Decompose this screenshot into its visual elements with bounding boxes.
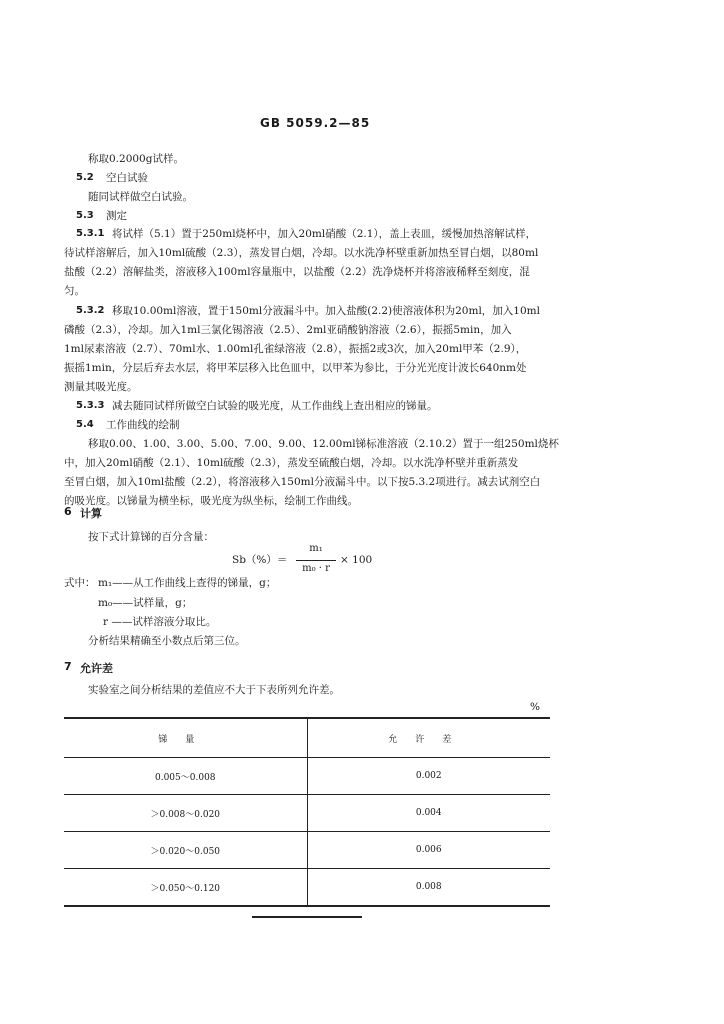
section-number: 7 — [64, 660, 72, 673]
document-header: GB 5059.2—85 — [260, 116, 371, 130]
table-cell-tolerance: 0.002 — [307, 758, 550, 795]
section-title: 工作曲线的绘制 — [106, 419, 180, 431]
table-cell-tolerance: 0.006 — [307, 832, 550, 869]
text-line: 的吸光度。以锑量为横坐标，吸光度为纵坐标，绘制工作曲线。 — [64, 495, 358, 507]
section-number: 5.2 — [76, 172, 94, 183]
unit-label: % — [530, 701, 540, 713]
text-line: 按下式计算锑的百分含量： — [88, 531, 214, 543]
section-number: 5.3.2 — [76, 305, 105, 316]
table-cell-tolerance: 0.008 — [307, 869, 550, 907]
section-title: 允许差 — [80, 662, 113, 675]
tolerance-table — [64, 717, 550, 907]
column-header-antimony: 锑量 — [64, 718, 307, 758]
variable-definition: r ——试样溶液分取比。 — [103, 616, 217, 628]
text-line: 待试样溶解后，加入10ml硫酸（2.3），蒸发冒白烟，冷却。以水洗净杯壁重新加热至冒白烟，以80ml — [64, 247, 539, 259]
section-number: 5.3 — [76, 210, 94, 221]
text-line: 盐酸（2.2）溶解盐类，溶液移入100ml容量瓶中，以盐酸（2.2）洗净烧杯并将溶液稀释至刻度，混 — [64, 266, 530, 278]
variable-definition: m₁——从工作曲线上查得的锑量，g； — [98, 577, 277, 589]
table-row — [64, 832, 550, 869]
variable-definition: m₀——试样量，g； — [98, 597, 193, 609]
text-line: 分析结果精确至小数点后第三位。 — [88, 635, 246, 647]
where-label: 式中： — [64, 577, 96, 589]
text-line: 匀。 — [64, 285, 85, 297]
table-cell-tolerance: 0.004 — [307, 795, 550, 832]
fraction-bar — [296, 560, 336, 561]
text-line: 中，加入20ml硝酸（2.1）、10ml硫酸（2.3），蒸发至硫酸白烟，冷却。以水洗净杯壁并重新蒸发 — [64, 457, 519, 469]
table-cell-range: ＞0.008～0.020 — [64, 795, 307, 832]
text-line: 移取0.00、1.00、3.00、5.00、7.00、9.00、12.00ml锑标准溶液（2.10.2）置于一组250ml烧杯 — [88, 438, 559, 450]
section-number: 6 — [64, 505, 72, 518]
text-line: 随同试样做空白试验。 — [88, 191, 193, 203]
text-line: 振摇1min，分层后弃去水层，将甲苯层移入比色皿中，以甲苯为参比，于分光光度计波长640nm处 — [64, 362, 527, 374]
section-title: 测定 — [106, 210, 127, 222]
section-number: 5.3.3 — [76, 400, 105, 411]
text-line: 测量其吸光度。 — [64, 381, 138, 393]
table-row — [64, 869, 550, 907]
table-row — [64, 795, 550, 832]
formula-denominator: m₀ · r — [302, 563, 330, 574]
table-cell-range: ＞0.050～0.120 — [64, 869, 307, 907]
section-title: 计算 — [80, 507, 102, 520]
table-cell-range: ＞0.020～0.050 — [64, 832, 307, 869]
text-line: 磷酸（2.3），冷却。加入1ml三氯化锡溶液（2.5）、2ml亚硝酸钠溶液（2.6），振摇5min，加入 — [64, 324, 512, 336]
text-line: 称取0.2000g试样。 — [88, 153, 184, 165]
text-line: 实验室之间分析结果的差值应不大于下表所列允许差。 — [88, 684, 340, 696]
column-header-tolerance: 允许差 — [307, 718, 550, 758]
section-title: 空白试验 — [106, 172, 148, 184]
text-line: 将试样（5.1）置于250ml烧杯中，加入20ml硝酸（2.1），盖上表皿，缓慢加热溶解试样， — [112, 228, 537, 240]
text-line: 1ml尿素溶液（2.7）、70ml水、1.00ml孔雀绿溶液（2.8），振摇2或3次，加入20ml甲苯（2.9）， — [64, 343, 527, 355]
table-row — [64, 758, 550, 795]
formula-lhs: Sb（%）＝ — [232, 554, 288, 566]
end-rule — [252, 916, 362, 918]
section-number: 5.4 — [76, 419, 94, 430]
text-line: 至冒白烟，加入10ml盐酸（2.2），将溶液移入150ml分液漏斗中。以下按5.3.2项进行。减去试剂空白 — [64, 476, 541, 488]
text-line: 移取10.00ml溶液，置于150ml分液漏斗中。加入盐酸(2.2)使溶液体积为20ml，加入10ml — [112, 305, 540, 317]
table-cell-range: 0.005～0.008 — [64, 758, 307, 795]
text-line: 减去随同试样所做空白试验的吸光度，从工作曲线上查出相应的锑量。 — [112, 400, 438, 412]
section-number: 5.3.1 — [76, 228, 105, 239]
formula-tail: × 100 — [340, 554, 373, 566]
formula-numerator: m₁ — [309, 543, 323, 554]
table-header-row — [64, 718, 550, 758]
